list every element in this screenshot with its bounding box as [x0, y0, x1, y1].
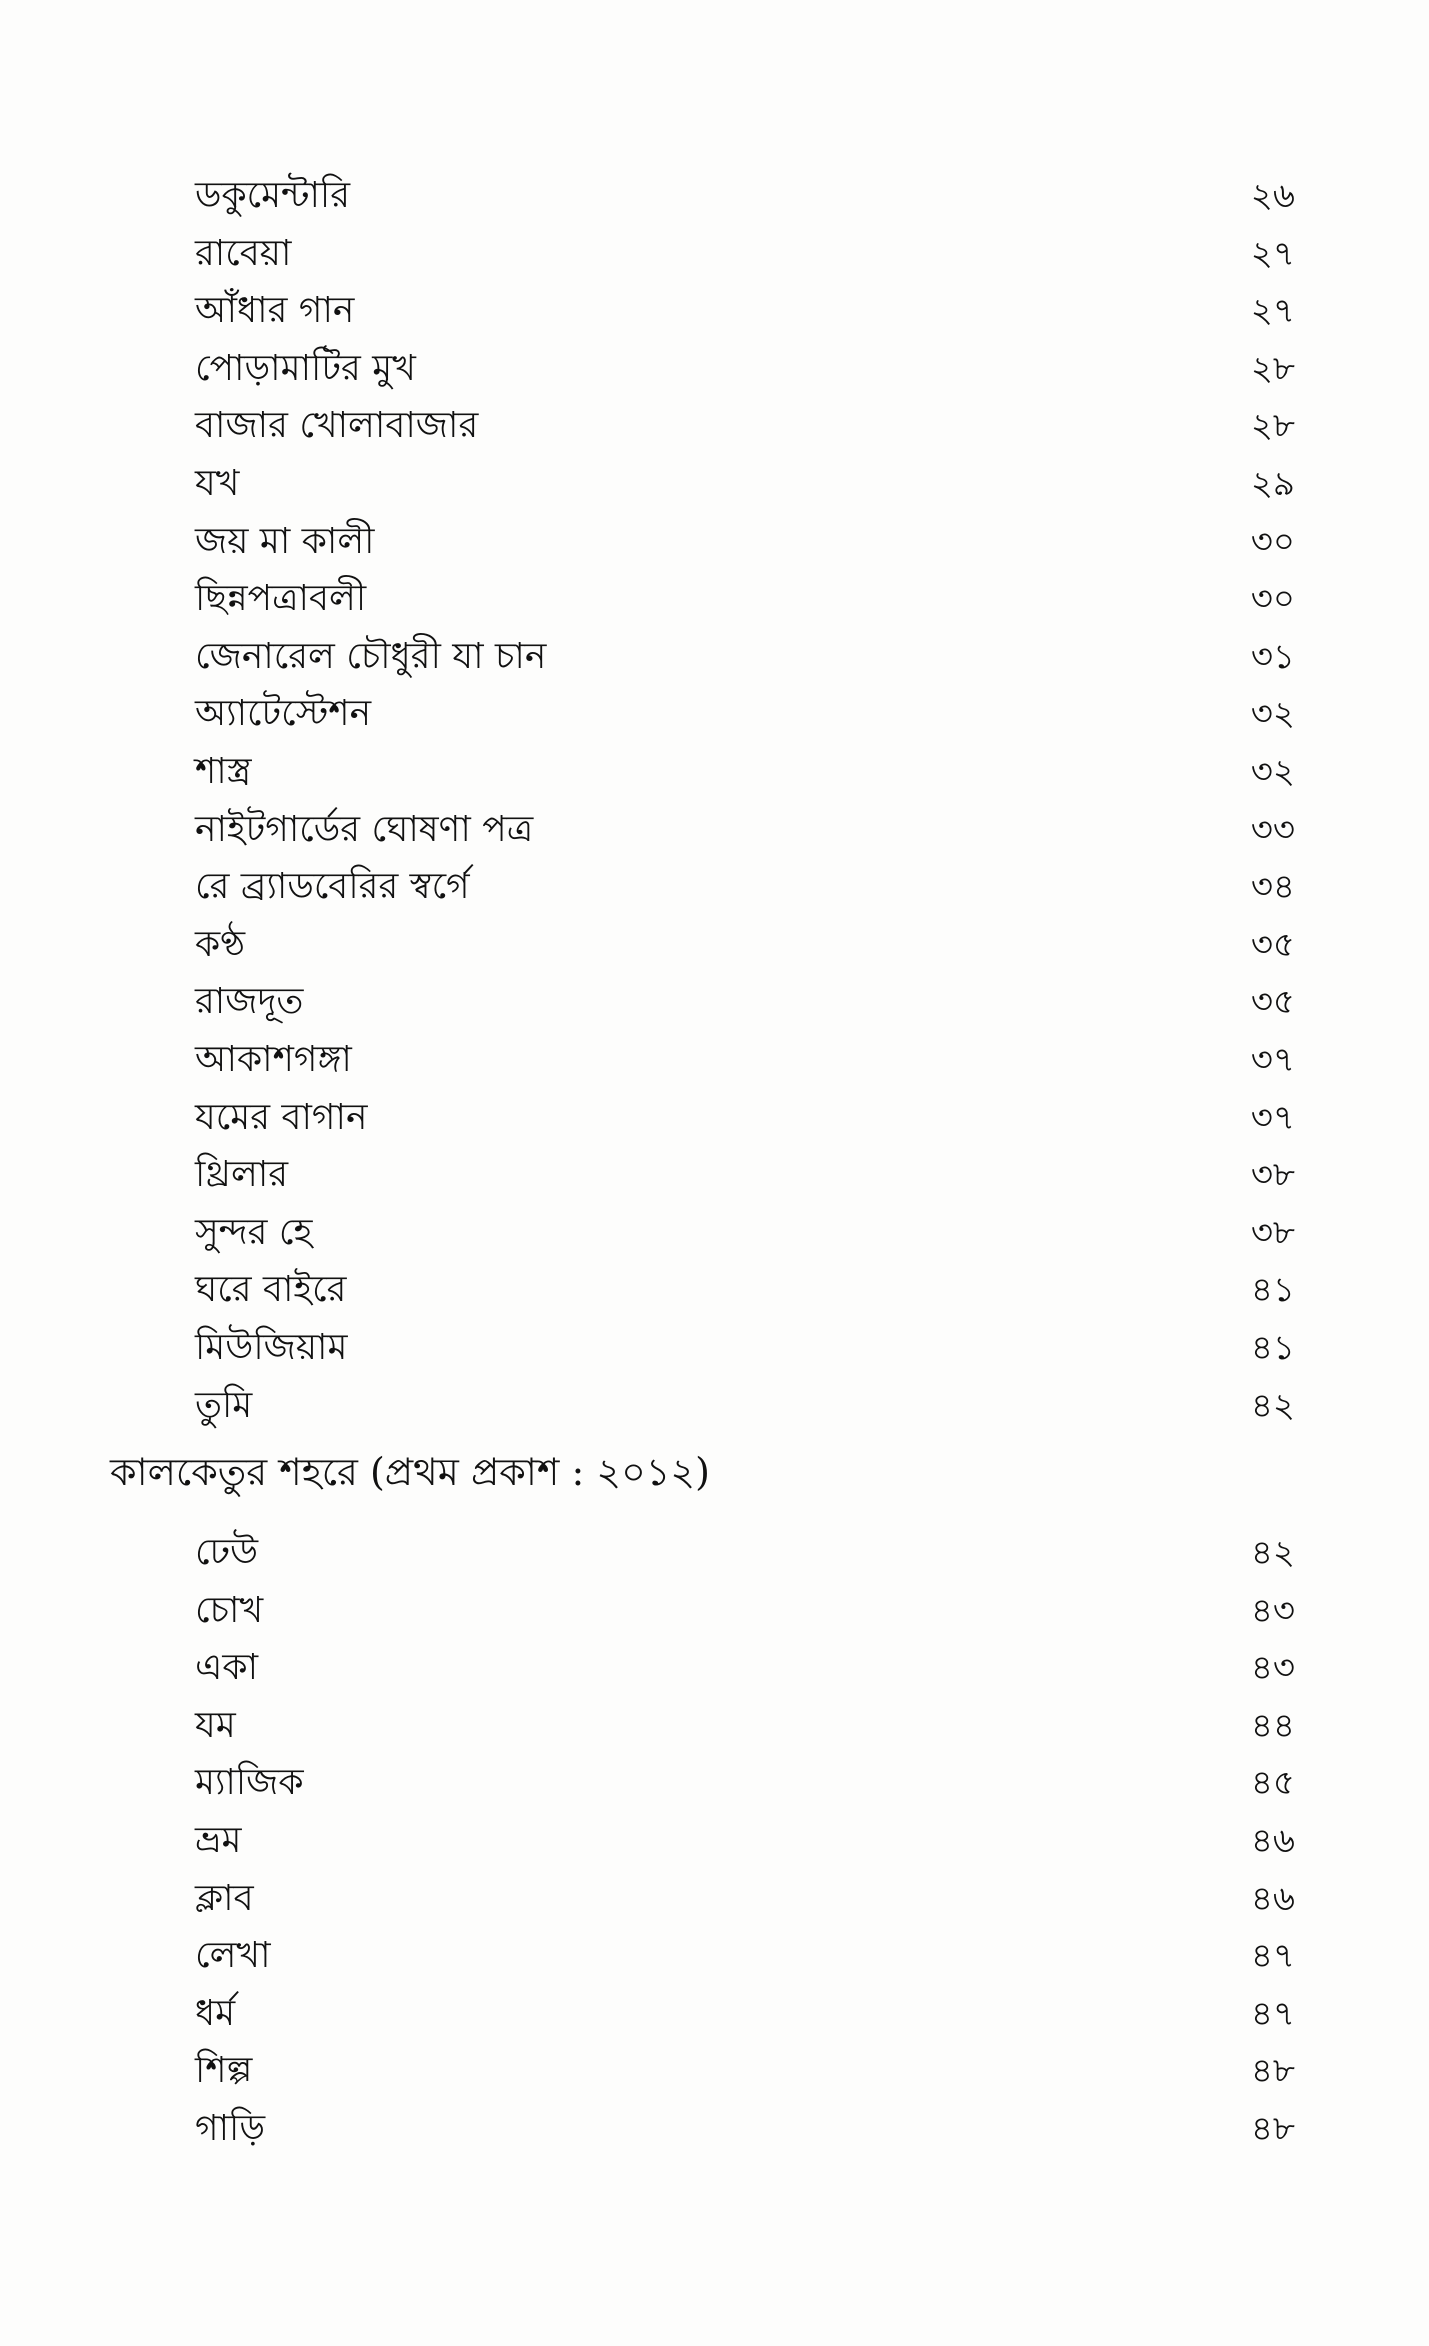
entry-title: জেনারেল চৌধুরী যা চান	[195, 636, 547, 677]
toc-entry	[195, 686, 1295, 742]
entry-page-number: ২৭	[1250, 291, 1295, 331]
toc-entry	[195, 2101, 1295, 2157]
entry-page-number: ৪৬	[1250, 1821, 1295, 1861]
entry-page-number: ২৮	[1250, 406, 1295, 446]
entry-page-number: ৪৬	[1250, 1879, 1295, 1919]
entry-title: অ্যাটেস্টেশন	[195, 693, 372, 734]
entry-page-number: ৩৩	[1250, 810, 1295, 850]
toc-entry	[195, 1698, 1295, 1754]
entry-page-number: ৩৪	[1250, 867, 1295, 907]
entry-page-number: ২৭	[1250, 234, 1295, 274]
entry-page-number: ৪১	[1250, 1328, 1295, 1368]
entry-page-number: ৪৩	[1250, 1591, 1295, 1631]
entry-page-number: ৪২	[1250, 1386, 1295, 1426]
entry-title: গাড়ি	[195, 2108, 266, 2149]
entry-page-number: ৩৮	[1250, 1213, 1295, 1253]
entry-title: মিউজিয়াম	[195, 1327, 348, 1368]
entry-title: আঁধার গান	[195, 290, 355, 331]
entry-title: ঢেউ	[195, 1532, 259, 1573]
toc-entry	[195, 917, 1295, 973]
entry-title: শাস্ত্র	[195, 751, 252, 792]
entry-page-number: ২৯	[1250, 464, 1295, 504]
toc-entry	[195, 456, 1295, 512]
entry-title: চোখ	[195, 1590, 264, 1631]
entry-page-number: ৩২	[1250, 694, 1295, 734]
entry-title: থ্রিলার	[195, 1154, 289, 1195]
entry-title: যম	[195, 1705, 236, 1746]
entry-page-number: ৪১	[1250, 1270, 1295, 1310]
entry-title: ক্লাব	[195, 1878, 254, 1919]
toc-entry	[195, 571, 1295, 627]
entry-title: ছিন্নপত্রাবলী	[195, 578, 367, 619]
entry-title: যখ	[195, 463, 240, 504]
entry-title: রাবেয়া	[195, 233, 292, 274]
section-heading: কালকেতুর শহরে (প্রথম প্রকাশ : ২০১২)	[110, 1450, 710, 1494]
entry-title: রে ব্র্যাডবেরির স্বর্গে	[195, 866, 470, 907]
entry-title: বাজার খোলাবাজার	[195, 405, 479, 446]
toc-entry	[195, 168, 1295, 224]
entry-title: তুমি	[195, 1385, 253, 1426]
toc-entry	[195, 1583, 1295, 1639]
entry-page-number: ৩০	[1250, 579, 1295, 619]
entry-title: শিল্প	[195, 2050, 253, 2091]
entry-page-number: ৪৮	[1250, 2109, 1295, 2149]
entry-page-number: ৪৭	[1250, 1994, 1295, 2034]
toc-entry	[195, 629, 1295, 685]
toc-entry	[195, 859, 1295, 915]
entry-page-number: ২৮	[1250, 349, 1295, 389]
entry-title: ম্যাজিক	[195, 1762, 304, 1803]
toc-entry	[195, 398, 1295, 454]
entry-title: ডকুমেন্টারি	[195, 175, 351, 216]
entry-page-number: ৩২	[1250, 752, 1295, 792]
toc-entry	[195, 1205, 1295, 1261]
toc-entry	[195, 744, 1295, 800]
toc-entry	[195, 2043, 1295, 2099]
entry-title: যমের বাগান	[195, 1097, 368, 1138]
toc-entry	[195, 1640, 1295, 1696]
entry-page-number: ৩৭	[1250, 1098, 1295, 1138]
entry-title: রাজদূত	[195, 981, 304, 1022]
toc-entry	[195, 1262, 1295, 1318]
toc-entry	[195, 1090, 1295, 1146]
entry-title: নাইটগার্ডের ঘোষণা পত্র	[195, 809, 534, 850]
entry-page-number: ৪৭	[1250, 1936, 1295, 1976]
toc-entry	[195, 514, 1295, 570]
entry-title: একা	[195, 1647, 259, 1688]
toc-entry	[195, 1871, 1295, 1927]
toc-entry	[195, 1928, 1295, 1984]
toc-entry	[195, 226, 1295, 282]
toc-entry	[195, 1320, 1295, 1376]
entry-title: ধর্ম	[195, 1993, 236, 2034]
entry-title: ঘরে বাইরে	[195, 1269, 347, 1310]
toc-entry	[195, 1525, 1295, 1581]
toc-entry	[195, 1032, 1295, 1088]
entry-page-number: ৪২	[1250, 1533, 1295, 1573]
entry-title: লেখা	[195, 1935, 271, 1976]
toc-entry	[195, 1147, 1295, 1203]
toc-entry	[195, 974, 1295, 1030]
entry-page-number: ৩৫	[1250, 925, 1295, 965]
entry-title: কণ্ঠ	[195, 924, 246, 965]
entry-page-number: ৩০	[1250, 522, 1295, 562]
toc-entry	[195, 802, 1295, 858]
entry-page-number: ৩৫	[1250, 982, 1295, 1022]
entry-title: পোড়ামাটির মুখ	[195, 348, 416, 389]
entry-title: জয় মা কালী	[195, 521, 375, 562]
toc-entry	[195, 341, 1295, 397]
entry-title: সুন্দর হে	[195, 1212, 313, 1253]
entry-page-number: ৩৭	[1250, 1040, 1295, 1080]
toc-entry	[195, 1378, 1295, 1434]
toc-entry	[195, 1813, 1295, 1869]
entry-page-number: ৩১	[1250, 637, 1295, 677]
entry-page-number: ৪৫	[1250, 1763, 1295, 1803]
toc-entry	[195, 1755, 1295, 1811]
entry-page-number: ২৬	[1250, 176, 1295, 216]
entry-title: আকাশগঙ্গা	[195, 1039, 352, 1080]
entry-page-number: ৪৩	[1250, 1648, 1295, 1688]
entry-page-number: ৪৪	[1250, 1706, 1295, 1746]
entry-title: ভ্রম	[195, 1820, 242, 1861]
entry-page-number: ৪৮	[1250, 2051, 1295, 2091]
entry-page-number: ৩৮	[1250, 1155, 1295, 1195]
toc-entry	[195, 283, 1295, 339]
toc-entry	[195, 1986, 1295, 2042]
